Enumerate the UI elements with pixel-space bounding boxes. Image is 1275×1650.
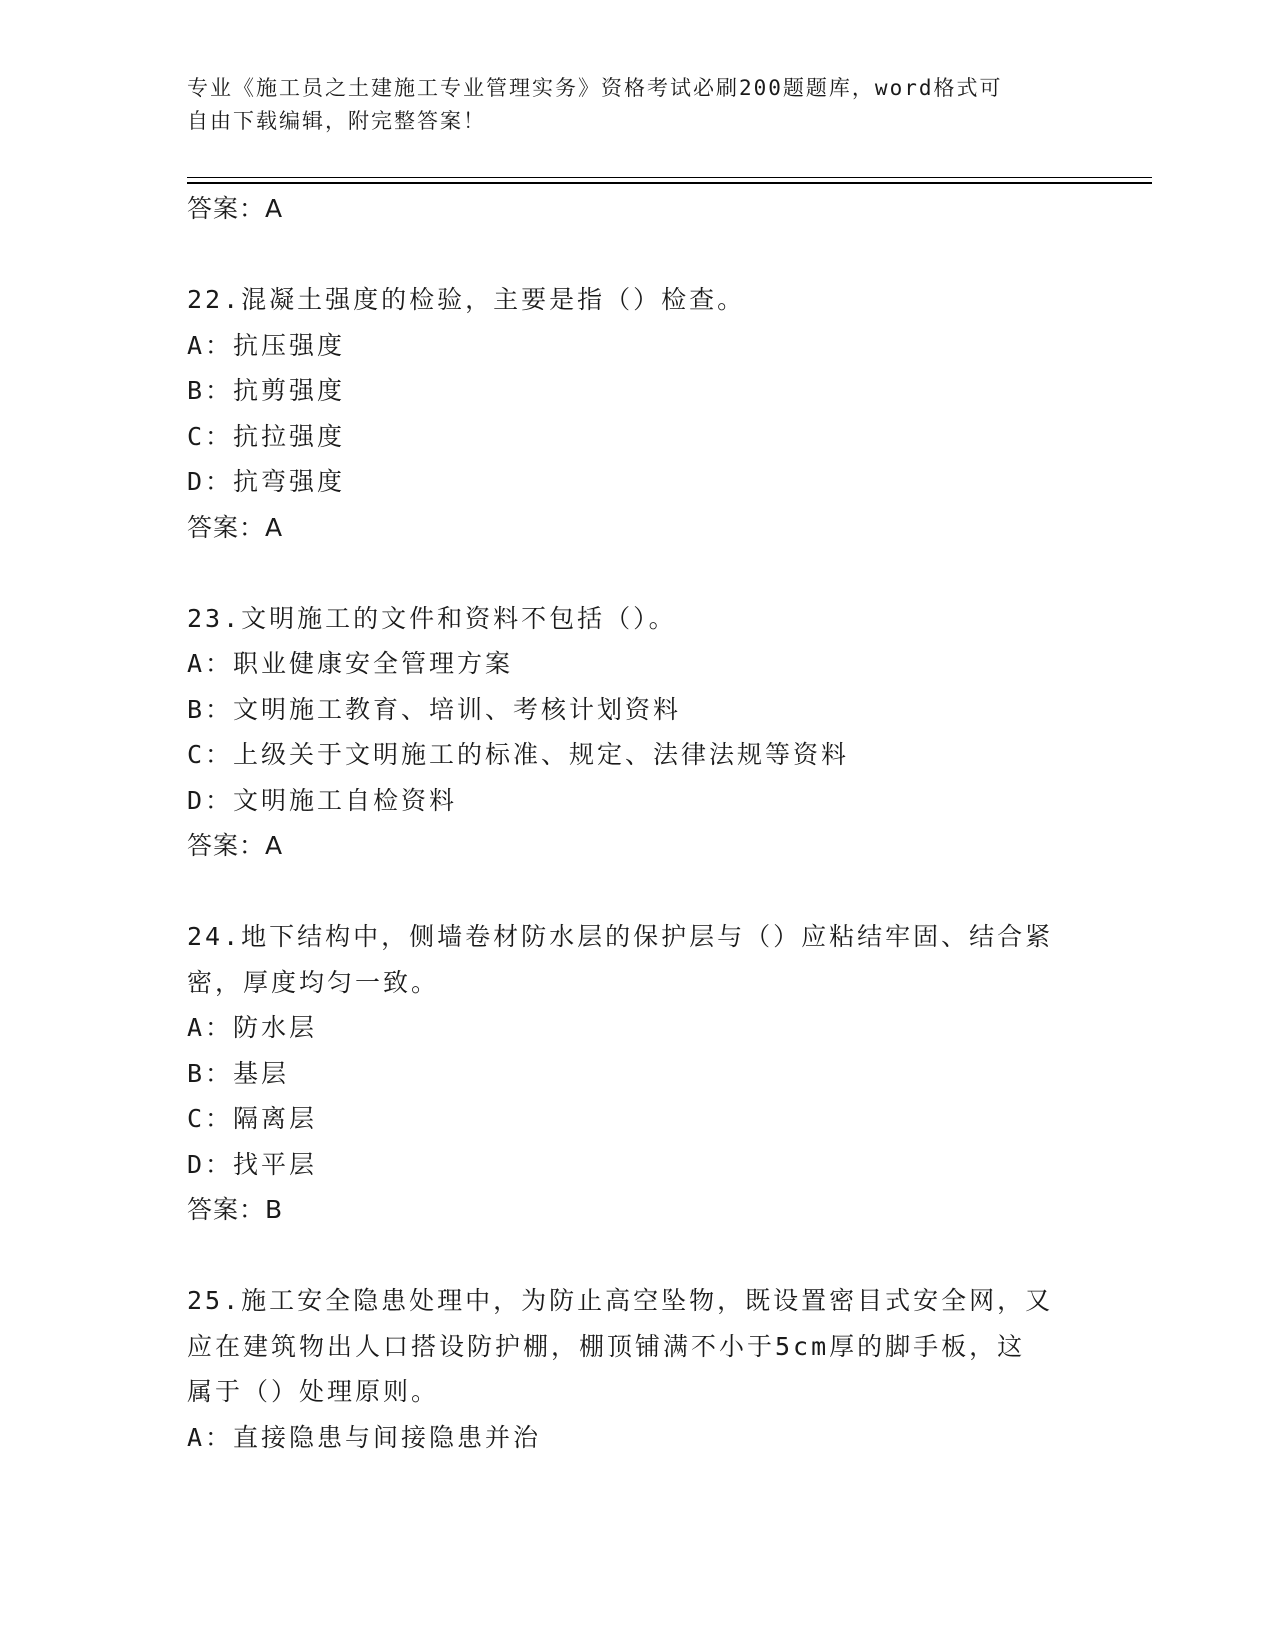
option-b: B：基层 [187,1058,290,1088]
question-stem-line-3: 属于（）处理原则。 [187,1377,440,1406]
option-c: C：隔离层 [187,1104,318,1133]
option-b: B：抗剪强度 [187,376,346,405]
question-22 [187,277,1087,550]
question-body [187,186,1087,1460]
option-a: A：防水层 [187,1013,318,1042]
option-a: A：职业健康安全管理方案 [187,649,514,678]
spacer [187,1233,1087,1279]
spacer [187,869,1087,915]
question-23 [187,596,1087,869]
header-divider-thin [187,177,1152,178]
header-line-2: 自由下载编辑，附完整答案！ [187,109,486,133]
option-c: C：抗拉强度 [187,421,346,451]
answer-label: 答案：A [187,512,284,542]
answer-label: 答案：A [187,194,284,223]
option-a: A：抗压强度 [187,330,346,360]
answer-label: 答案：A [187,831,284,860]
question-stem-line-2: 密，厚度均匀一致。 [187,967,440,997]
option-b: B：文明施工教育、培训、考核计划资料 [187,694,682,724]
question-stem-line-1: 24.地下结构中，侧墙卷材防水层的保护层与（）应粘结牢固、结合紧 [187,922,1054,951]
option-d: D：抗弯强度 [187,467,346,496]
header-line-1: 专业《施工员之土建施工专业管理实务》资格考试必刷200题题库，word格式可 [187,76,1003,100]
answer-label: 答案：B [187,1195,284,1224]
option-d: D：找平层 [187,1149,318,1179]
spacer [187,232,1087,278]
question-24 [187,914,1087,1233]
question-stem-line-1: 25.施工安全隐患处理中，为防止高空坠物，既设置密目式安全网，又 [187,1286,1054,1315]
question-stem-line-2: 应在建筑物出人口搭设防护棚，棚顶铺满不小于5cm厚的脚手板，这 [187,1331,1026,1361]
option-a: A：直接隐患与间接隐患并治 [187,1422,542,1452]
question-stem: 23.文明施工的文件和资料不包括（）。 [187,603,677,633]
question-stem: 22.混凝土强度的检验，主要是指（）检查。 [187,285,746,314]
document-header [187,72,1067,138]
header-divider-thick [187,182,1152,184]
option-d: D：文明施工自检资料 [187,785,458,815]
spacer [187,550,1087,596]
question-25 [187,1278,1087,1460]
option-c: C：上级关于文明施工的标准、规定、法律法规等资料 [187,740,850,769]
